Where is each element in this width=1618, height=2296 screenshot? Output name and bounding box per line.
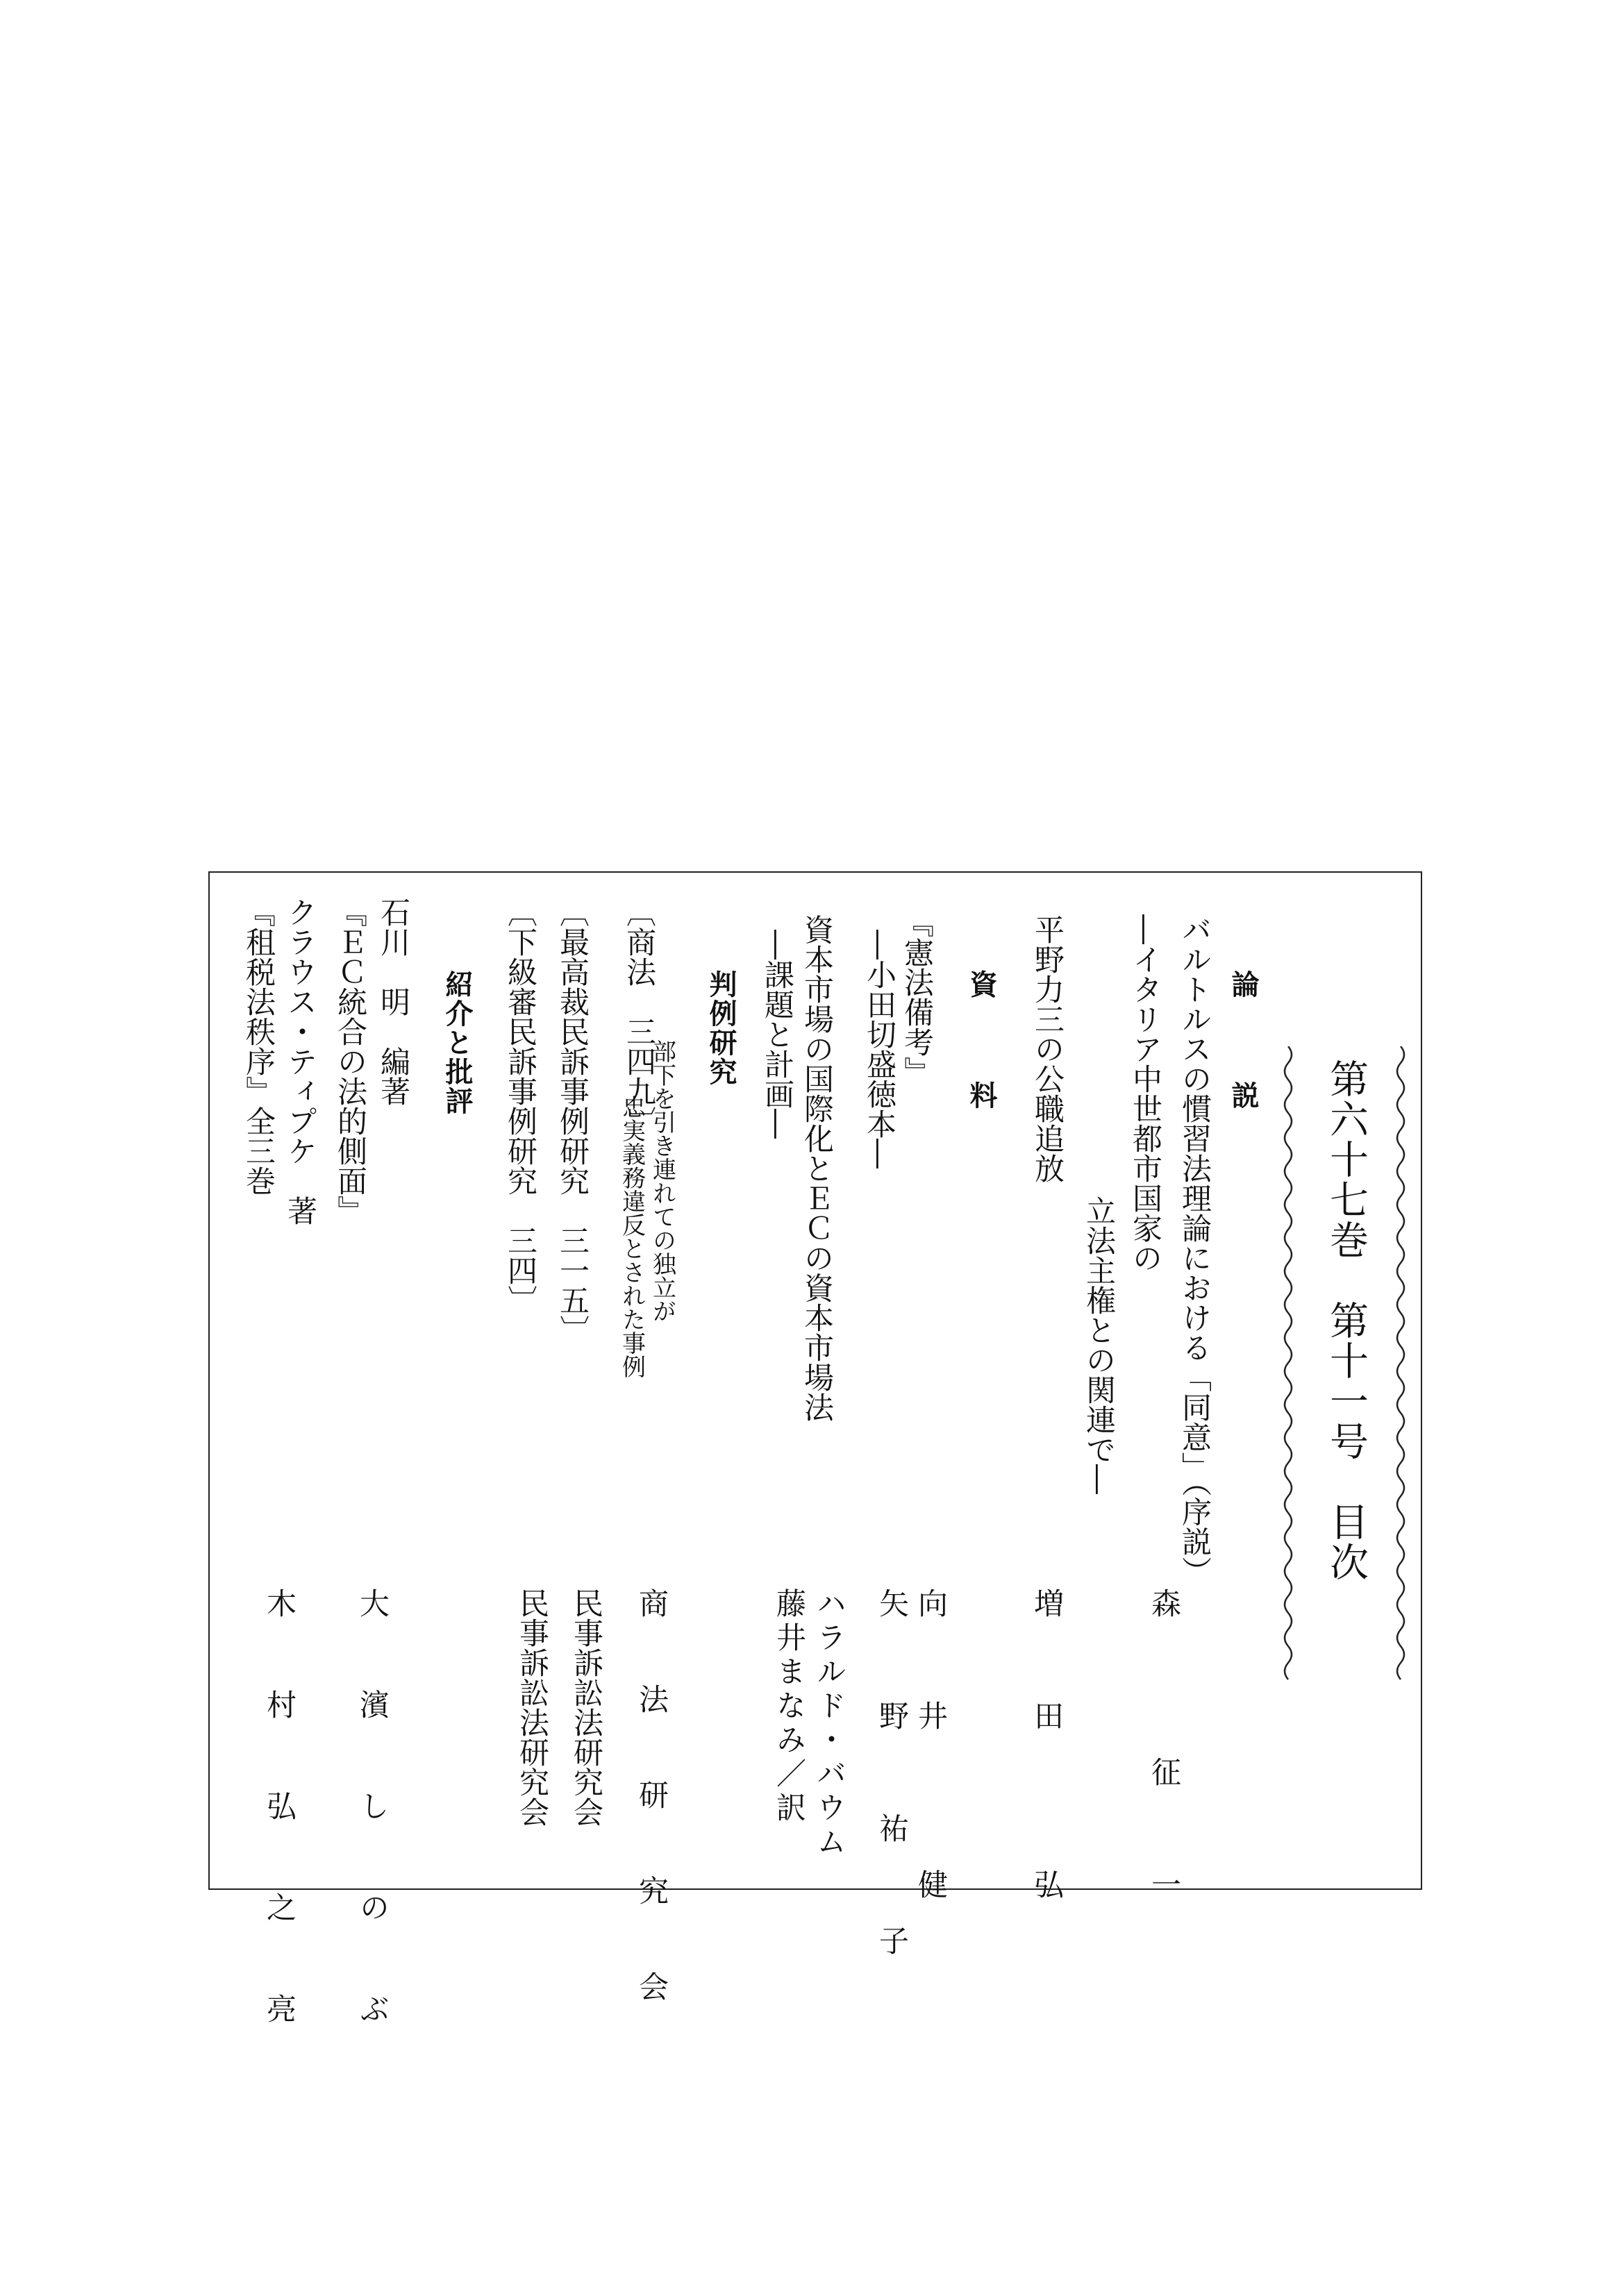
article-subtitle-1: ―イタリア中世都市国家の: [1128, 914, 1162, 1273]
page-title: 第六十七巻 第十一号 目次: [1324, 1059, 1369, 1582]
article-author: 森 征 一: [1146, 1588, 1181, 1925]
shiryo-item-3-title: 資本市場の国際化とＥＣの資本市場法: [799, 914, 834, 1422]
shokai-item-1-line-1: 石川 明 編著: [376, 897, 410, 1106]
shokai-item-1-author: 大 濱 し の ぶ: [355, 1588, 390, 2044]
hanrei-item-3-author: 民事訴訟法研究会: [515, 1588, 549, 1827]
section-heading-hanrei: 判例研究: [705, 970, 737, 1087]
hanrei-item-1-desc-2: 忠実義務違反とされた事例: [617, 1095, 646, 1378]
wavy-line-left: [1278, 1046, 1299, 1692]
shiryo-item-2-author-2: 矢 野 祐 子: [874, 1588, 909, 1981]
hanrei-item-1-desc-1: 部下を引き連れての独立が: [648, 1039, 676, 1323]
shokai-item-2-line-2: 『租税法秩序』全三巻: [241, 897, 276, 1196]
shiryo-item-3-subtitle: ―課題と計画―: [760, 930, 794, 1139]
shiryo-item-1-title: 平野力三の公職追放: [1030, 914, 1065, 1183]
shiryo-item-2-author-1: 向 井 健: [913, 1588, 948, 1925]
shiryo-item-3-author-1: ハラルド・バウム: [812, 1588, 846, 1860]
hanrei-item-2-author: 民事訴訟法研究会: [569, 1588, 603, 1827]
hanrei-item-1-author: 商 法 研 究 会: [634, 1588, 669, 2019]
shiryo-item-2-title: 『憲法備考』: [899, 907, 934, 1087]
section-heading-ronsetsu: 論 説: [1227, 970, 1259, 1137]
article-subtitle-2: 立法主権との関連で―: [1081, 1196, 1116, 1494]
shiryo-item-1-author: 増 田 弘: [1029, 1588, 1064, 1925]
article-title: バルトルスの慣習法理論における「同意」（序説）: [1177, 914, 1212, 1586]
shokai-item-2-author: 木 村 弘 之 亮: [262, 1588, 297, 2044]
shokai-item-1-line-2: 『ＥＣ統合の法的側面』: [333, 897, 367, 1225]
hanrei-item-2-label: 〔最高裁民訴事例研究 三一五〕: [555, 897, 590, 1345]
wavy-line-right: [1390, 1046, 1411, 1692]
shokai-item-2-line-1: クラウス・ティプケ 著: [283, 897, 317, 1225]
table-of-contents-box: [208, 871, 1422, 2044]
hanrei-item-3-label: 〔下級審民訴事例研究 三四〕: [503, 897, 537, 1315]
section-heading-shokai: 紹介と批評: [441, 970, 473, 1116]
section-heading-shiryo: 資 料: [965, 970, 997, 1137]
shiryo-item-3-author-2: 藤井まなみ／訳: [772, 1588, 806, 1826]
shiryo-item-2-subtitle: ―小田切盛徳本―: [862, 930, 896, 1168]
hanrei-item-1-label: 〔商法 三四九〕: [622, 897, 656, 1136]
